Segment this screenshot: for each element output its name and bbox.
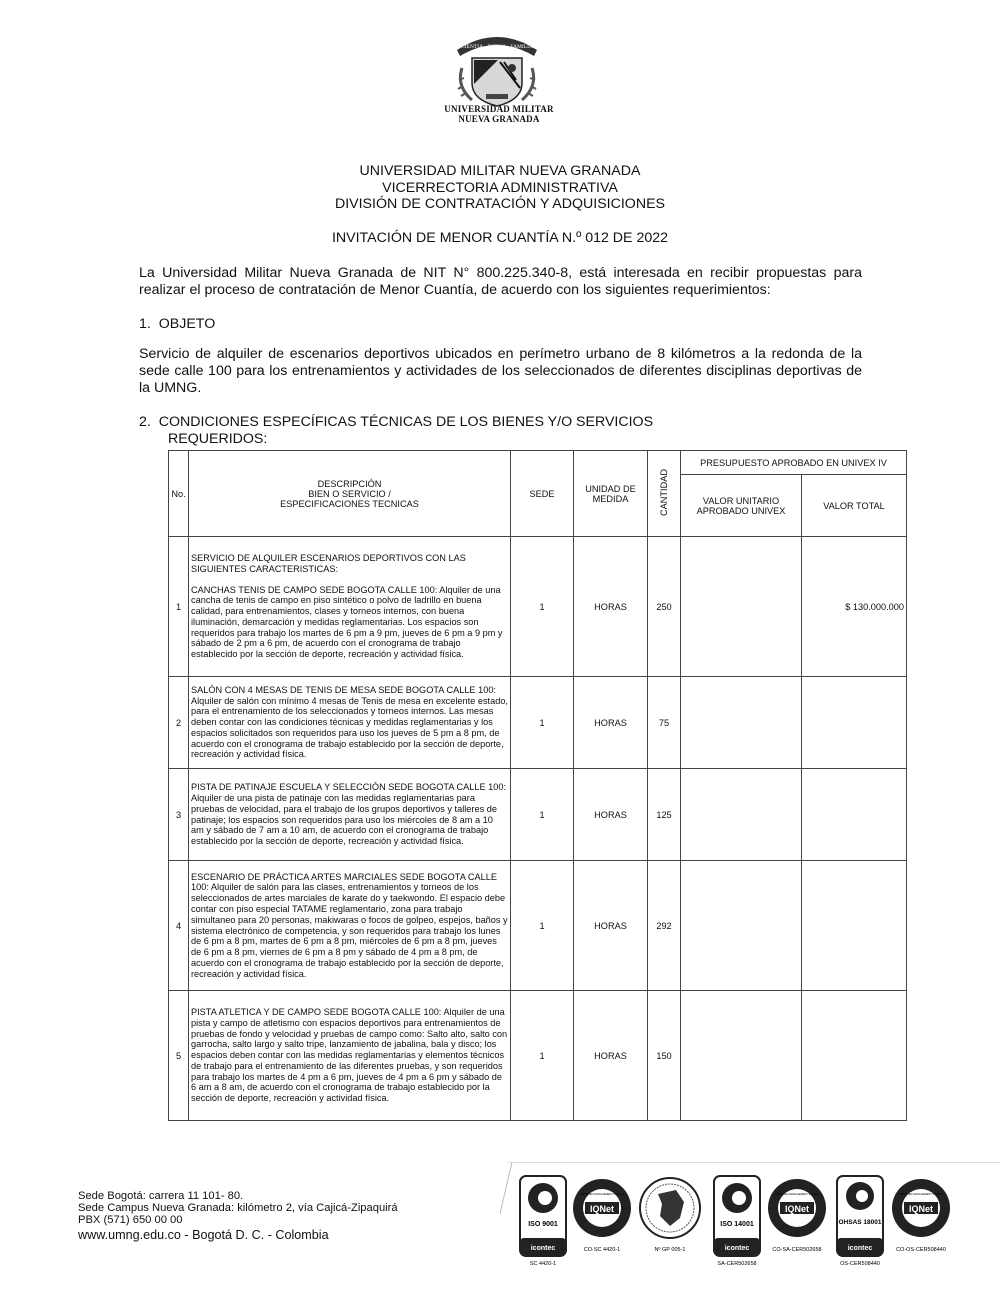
iqnet-seal-icon [573,1179,631,1253]
header-no: No. [169,451,189,537]
seal-7-brand: CERTIFIED MANAGEMENT SYSTEM [898,1193,944,1196]
header-unidad-line1: UNIDAD DE [585,483,636,494]
colombia-map-seal-icon [640,1178,700,1253]
shield-emblem-icon [442,28,552,108]
row-cantidad: 292 [648,861,681,991]
row-valor-total [802,991,907,1121]
iqnet-seal-icon [892,1179,950,1253]
objeto-paragraph: Servicio de alquiler de escenarios deportivos ubicados en perímetro urbano de 8 kilómetros a la redonda de la sede calle 100 para los entrenamientos y actividades de los seleccionados de diferentes disciplinas deportivas de la UMNG. [139,346,862,396]
header-desc-line2: BIEN O SERVICIO / [308,488,391,499]
icontec-ohsas18001-seal-icon [837,1176,883,1267]
row-sede: 1 [511,537,574,677]
row-no: 1 [169,537,189,677]
header-valor-unitario-line1: VALOR UNITARIO [702,495,780,506]
header-sede: SEDE [511,451,574,537]
header-description [189,451,511,537]
row-valor-total [802,861,907,991]
header-desc-line1: DESCRIPCIÓN [317,478,382,489]
footer-contact [78,1190,398,1243]
invitation-title: INVITACIÓN DE MENOR CUANTÍA N.º 012 DE 2022 [331,230,669,246]
footer-sede-campus: Sede Campus Nueva Granada: kilómetro 2, vía Cajicá-Zipaquirá [78,1202,398,1215]
footer-sede-bogota: Sede Bogotá: carrera 11 101- 80. [78,1190,244,1202]
row-description: PISTA DE PATINAJE ESCUELA Y SELECCIÓN SEDE BOGOTA CALLE 100: Alquiler de una pista de patinaje con las medidas reglamentarias para pruebas de velocidad, para el trabajo de los grupos deportivos y talleres de patinaje; los espacios son requeridos para uso los miércoles de 8 am a 10 am y sábado de 7 am a 10 am, de acuerdo con el cronograma de trabajo establecido por la sección de deporte, recreación y actividad física. [189,769,511,861]
row-sede: 1 [511,861,574,991]
section-1-heading [139,316,215,333]
table-row [169,677,907,769]
seal-6-brand: icontec [847,1245,873,1252]
section-1-number: 1. [139,316,151,332]
iqnet-seal-icon [768,1179,826,1253]
row-no: 5 [169,991,189,1121]
row-unidad: HORAS [574,677,648,769]
section-2-title-line2: REQUERIDOS: [168,430,268,447]
requirements-table [168,450,907,1121]
row-valor-total [802,677,907,769]
header-valor-total: VALOR TOTAL [802,475,907,537]
seal-2-brand: CERTIFIED MANAGEMENT SYSTEM [579,1193,625,1196]
logo-motto: CIENTIA · PATRIA · FAMILIA [461,44,533,50]
row-valor-unitario [681,861,802,991]
row-description [189,537,511,677]
row-unidad: HORAS [574,861,648,991]
table-row [169,769,907,861]
row-sede: 1 [511,769,574,861]
seal-5-brand: CERTIFIED MANAGEMENT SYSTEM [774,1193,820,1196]
header-cantidad [648,451,681,537]
row-description: PISTA ATLETICA Y DE CAMPO SEDE BOGOTA CALLE 100: Alquiler de una pista y campo de atletismo con espacios deportivos para entrenamientos de pruebas de fondo y velocidad y pruebas de campo como: Salto alto, salto con garrocha, salto largo y salto tripe, lanzamiento de jabalina, bala y disco; los espacios deben contar con las medidas reglamentarias y elementos técnicos de trabajo para el entrenamiento de las diferentes pruebas, y son requeridos para trabajo los martes de 4 pm a 6 pm, jueves de 4 pm a 6 pm y sábado de 6 am a 8 am, de acuerdo con el cronograma de trabajo establecido por la sección de deporte, recreación y actividad física. [189,991,511,1121]
icontec-iso14001-seal-icon [714,1176,760,1267]
header-valor-unitario-line2: APROBADO UNIVEX [696,505,786,516]
certification-seals-graphic [500,1162,1000,1272]
seal-6-mark: OHSAS 18001 [838,1219,882,1226]
row-unidad: HORAS [574,991,648,1121]
seal-4-code: SA-CER502658 [717,1261,757,1267]
footer-pbx: PBX (571) 650 00 00 [78,1214,183,1227]
certification-seals [500,1162,1000,1272]
header-university: UNIVERSIDAD MILITAR NUEVA GRANADA [359,163,641,179]
icontec-iso9001-seal-icon [520,1176,566,1267]
logo-name-line1: UNIVERSIDAD MILITAR [444,104,554,114]
row-description-text: CANCHAS TENIS DE CAMPO SEDE BOGOTA CALLE 100: Alquiler de una cancha de tenis de campo en piso sintético o polvo de ladrillo en buena calidad, para entrenamientos, clases y torneos internos, con buena iluminación, demarcación y medidas reglamentarias. Los espacios son requeridos para trabajo los martes de 6 pm a 9 pm, jueves de 6 pm a 9 pm y sábado de 2 pm a 6 pm, de acuerdo con el cronograma de trabajo establecido por la sección de deporte, recreación y actividad física. [191,584,503,660]
row-description-intro: SERVICIO DE ALQUILER ESCENARIOS DEPORTIVOS CON LAS SIGUIENTES CARACTERISTICAS: [191,552,466,574]
footer-website[interactable]: www.umng.edu.co - Bogotá D. C. - Colombia [78,1227,329,1242]
header-desc-line3: ESPECIFICACIONES TECNICAS [280,498,419,509]
section-2-number: 2. [139,414,151,430]
row-unidad: HORAS [574,537,648,677]
document-header [0,163,1000,213]
section-2-title-line1: CONDICIONES ESPECÍFICAS TÉCNICAS DE LOS BIENES Y/O SERVICIOS [158,414,654,430]
header-valor-unitario [681,475,802,537]
seal-6-code: OS-CER508440 [840,1261,880,1267]
row-valor-total: $ 130.000.000 [802,537,907,677]
seal-3-code: Nº GP 005-1 [654,1247,686,1253]
seal-2-code: CO-SC 4420-1 [583,1247,621,1253]
table-row [169,861,907,991]
intro-paragraph: La Universidad Militar Nueva Granada de NIT N° 800.225.340-8, está interesada en recibir propuestas para realizar el proceso de contratación de Menor Cuantía, de acuerdo con los siguientes requerimientos: [139,265,862,298]
seal-4-brand: icontec [724,1245,750,1252]
header-division: DIVISIÓN DE CONTRATACIÓN Y ADQUISICIONES [334,196,666,212]
seal-5-mark: IQNet [784,1204,810,1214]
row-cantidad: 75 [648,677,681,769]
row-no: 4 [169,861,189,991]
row-description: SALÓN CON 4 MESAS DE TENIS DE MESA SEDE BOGOTA CALLE 100: Alquiler de salón con mínimo 4 mesas de Tenis de mesa en excelente estado, para el entrenamiento de los seleccionados y torneos internos. Las mesas deben contar con las condiciones técnicas y medidas reglamentarias y los espacios solicitados son requeridos para uso los jueves de 5 pm a 8 pm, de acuerdo con el cronograma de trabajo establecido por la sección de deporte, recreación y actividad física. [189,677,511,769]
table-row [169,991,907,1121]
seal-1-code: SC 4420-1 [529,1261,557,1267]
header-cantidad-label: CANTIDAD [659,469,669,516]
seal-4-mark: ISO 14001 [720,1221,754,1228]
university-logo-name [440,104,558,124]
row-cantidad: 150 [648,991,681,1121]
header-unidad [574,451,648,537]
seal-7-code: CO-OS-CER508440 [896,1247,946,1253]
seal-1-brand: icontec [530,1245,556,1252]
table-row [169,537,907,677]
seal-7-mark: IQNet [908,1204,934,1214]
row-no: 3 [169,769,189,861]
row-valor-unitario [681,537,802,677]
header-vicerrectoria: VICERRECTORIA ADMINISTRATIVA [382,179,618,196]
header-unidad-line2: MEDIDA [592,493,629,504]
section-1-title: OBJETO [158,316,216,332]
row-cantidad: 250 [648,537,681,677]
row-sede: 1 [511,991,574,1121]
logo-name-line2: NUEVA GRANADA [458,114,540,124]
row-valor-total [802,769,907,861]
row-valor-unitario [681,991,802,1121]
row-no: 2 [169,677,189,769]
row-cantidad: 125 [648,769,681,861]
row-valor-unitario [681,769,802,861]
section-2-heading [139,414,653,447]
row-description: ESCENARIO DE PRÁCTICA ARTES MARCIALES SEDE BOGOTA CALLE 100: Alquiler de salón para las clases, entrenamientos y torneos de los seleccionados de artes marciales de karate do y taekwondo. El espacio debe contar con piso especial TATAME reglamentario, zona para trabajo simultaneo para 20 personas, makiwaras o focos de golpeo, espejos, baños y sistema electrónico de competencia, y son requeridos para trabajo los lunes de 6 pm a 8 pm, martes de 6 pm a 8 pm, miércoles de 6 pm a 8 pm, jueves de 6 pm a 8 pm, viernes de 6 pm a 8 pm y sábado de 4 pm a 8 pm, de acuerdo con el cronograma de trabajo establecido por la sección de deporte, recreación y actividad física. [189,861,511,991]
row-valor-unitario [681,677,802,769]
row-sede: 1 [511,677,574,769]
seal-2-mark: IQNet [589,1204,615,1214]
row-unidad: HORAS [574,769,648,861]
header-presupuesto: PRESUPUESTO APROBADO EN UNIVEX IV [681,451,907,475]
seal-5-code: CO-SA-CER502658 [772,1247,822,1253]
seal-1-mark: ISO 9001 [528,1221,558,1228]
